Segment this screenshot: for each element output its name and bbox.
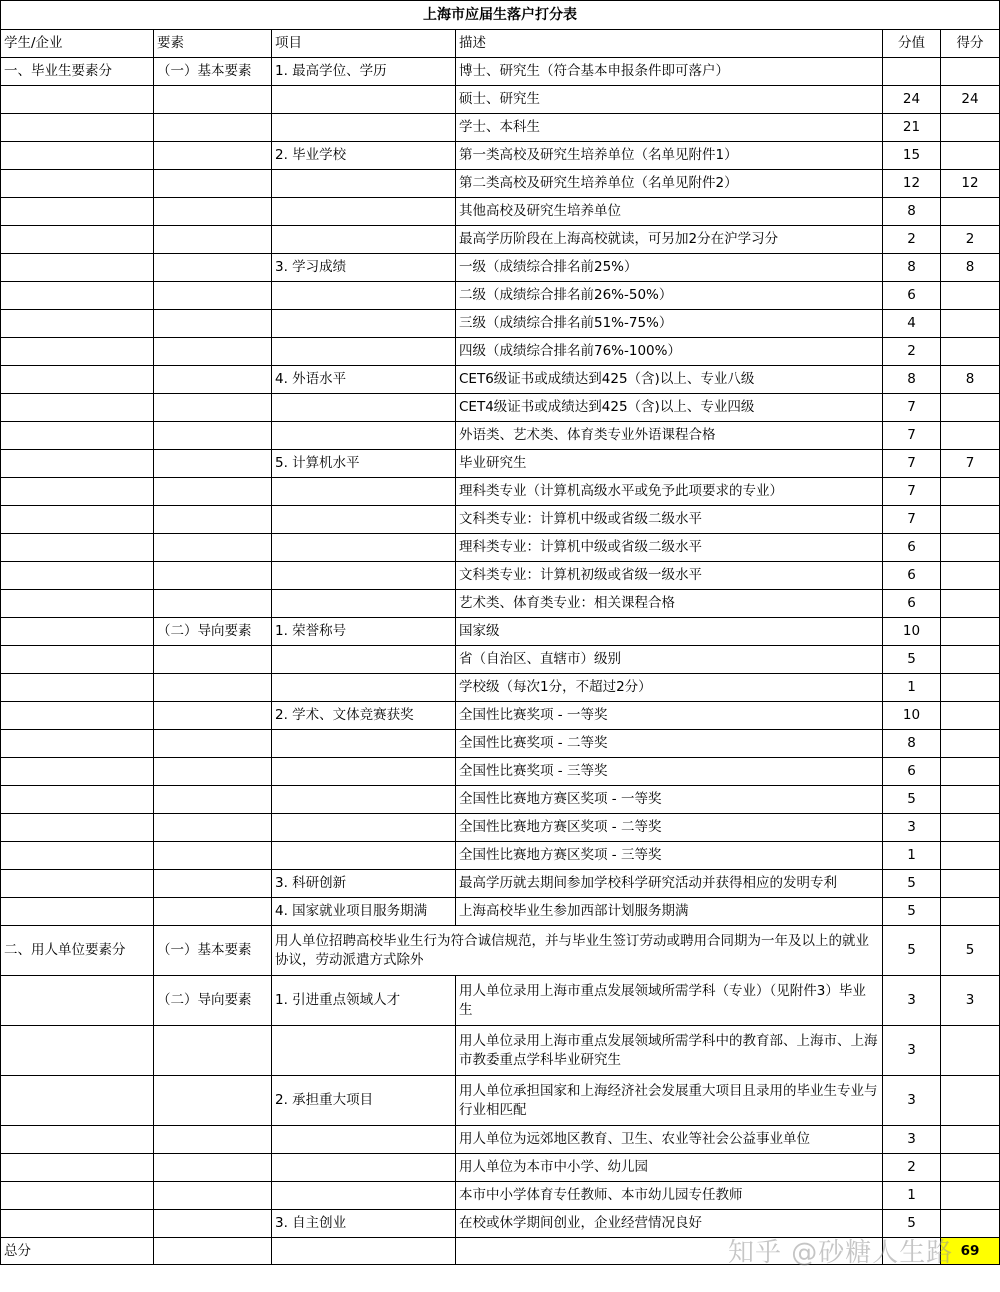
table-cell (1, 976, 154, 1026)
header-cell: 项目 (272, 30, 456, 58)
table-cell: 三级（成绩综合排名前51%-75%） (456, 310, 883, 338)
watermark: 知乎 @砂糖人生路 (728, 1238, 954, 1268)
table-row (1, 646, 1000, 674)
table-row (1, 758, 1000, 786)
table-cell: 7 (883, 394, 941, 422)
table-cell: 6 (883, 590, 941, 618)
table-cell (272, 758, 456, 786)
total-score: 69 (941, 1238, 1000, 1265)
table-cell: 1. 引进重点领域人才 (272, 976, 456, 1026)
table-cell: 最高学历就去期间参加学校科学研究活动并获得相应的发明专利 (456, 870, 883, 898)
table-cell (941, 1182, 1000, 1210)
table-cell: 12 (941, 170, 1000, 198)
table-cell (941, 842, 1000, 870)
table-cell (154, 842, 272, 870)
table-cell: 3. 自主创业 (272, 1210, 456, 1238)
table-cell: 3 (883, 1076, 941, 1126)
table-cell: 2 (883, 226, 941, 254)
table-row (1, 926, 1000, 976)
table-cell: 二级（成绩综合排名前26%-50%） (456, 282, 883, 310)
table-cell: 文科类专业：计算机中级或省级二级水平 (456, 506, 883, 534)
table-cell: 24 (941, 86, 1000, 114)
table-cell: 文科类专业：计算机初级或省级一级水平 (456, 562, 883, 590)
table-row (1, 730, 1000, 758)
table-row (1, 226, 1000, 254)
table-cell: 1 (883, 842, 941, 870)
table-cell (272, 170, 456, 198)
table-row (1, 618, 1000, 646)
header-cell: 学生/企业 (1, 30, 154, 58)
table-cell (941, 870, 1000, 898)
table-cell (154, 422, 272, 450)
table-cell: 2. 毕业学校 (272, 142, 456, 170)
table-cell (883, 58, 941, 86)
table-cell (1, 254, 154, 282)
table-cell (941, 1126, 1000, 1154)
table-cell (154, 730, 272, 758)
table-row (1, 170, 1000, 198)
table-row (1, 842, 1000, 870)
table-cell: 8 (883, 198, 941, 226)
table-cell: 学校级（每次1分，不超过2分） (456, 674, 883, 702)
table-cell (154, 814, 272, 842)
table-cell: （一）基本要素 (154, 926, 272, 976)
table-cell: 毕业研究生 (456, 450, 883, 478)
table-cell (1, 1210, 154, 1238)
table-cell: 10 (883, 702, 941, 730)
table-cell (941, 338, 1000, 366)
table-cell (154, 702, 272, 730)
header-cell: 描述 (456, 30, 883, 58)
table-cell (154, 1126, 272, 1154)
table-cell (154, 366, 272, 394)
table-cell (272, 1182, 456, 1210)
table-cell: 10 (883, 618, 941, 646)
table-cell (1, 842, 154, 870)
table-cell: 5 (883, 926, 941, 976)
table-row (1, 1026, 1000, 1076)
table-cell (272, 338, 456, 366)
table-cell: 8 (883, 366, 941, 394)
table-cell (154, 562, 272, 590)
table-row (1, 1182, 1000, 1210)
table-cell (941, 562, 1000, 590)
table-cell: 3 (883, 1026, 941, 1076)
table-cell: 6 (883, 282, 941, 310)
table-cell (272, 394, 456, 422)
table-title: 上海市应届生落户打分表 (1, 1, 1000, 30)
table-cell (1, 814, 154, 842)
table-cell (272, 730, 456, 758)
table-cell: 国家级 (456, 618, 883, 646)
table-cell: 本市中小学体育专任教师、本市幼儿园专任教师 (456, 1182, 883, 1210)
table-cell (272, 198, 456, 226)
table-cell (272, 1126, 456, 1154)
table-cell: 4 (883, 310, 941, 338)
table-cell: 第一类高校及研究生培养单位（名单见附件1） (456, 142, 883, 170)
table-cell (272, 534, 456, 562)
table-row (1, 366, 1000, 394)
table-cell: 3. 学习成绩 (272, 254, 456, 282)
table-cell: 全国性比赛奖项 - 二等奖 (456, 730, 883, 758)
table-row (1, 562, 1000, 590)
table-cell: 3 (883, 814, 941, 842)
table-cell: CET6级证书或成绩达到425（含)以上、专业八级 (456, 366, 883, 394)
table-cell: 2 (883, 1154, 941, 1182)
table-row (1, 282, 1000, 310)
table-row (1, 870, 1000, 898)
table-cell (154, 478, 272, 506)
table-row (1, 814, 1000, 842)
table-cell: 7 (883, 506, 941, 534)
table-cell (154, 534, 272, 562)
table-cell (272, 226, 456, 254)
table-row (1, 590, 1000, 618)
table-row (1, 1126, 1000, 1154)
table-cell: 3 (883, 976, 941, 1026)
table-cell: CET4级证书或成绩达到425（含)以上、专业四级 (456, 394, 883, 422)
table-cell: 4. 国家就业项目服务期满 (272, 898, 456, 926)
table-cell: 四级（成绩综合排名前76%-100%） (456, 338, 883, 366)
table-cell (154, 786, 272, 814)
table-cell (1, 1154, 154, 1182)
table-cell (154, 1026, 272, 1076)
table-cell (941, 198, 1000, 226)
table-cell (1, 366, 154, 394)
table-cell: 上海高校毕业生参加西部计划服务期满 (456, 898, 883, 926)
table-cell (1, 674, 154, 702)
table-cell: 7 (883, 422, 941, 450)
table-row (1, 198, 1000, 226)
table-cell (272, 1026, 456, 1076)
table-cell: 6 (883, 562, 941, 590)
table-cell: 3 (883, 1126, 941, 1154)
table-cell (1, 478, 154, 506)
table-cell: 2 (941, 226, 1000, 254)
table-cell (272, 646, 456, 674)
table-row (1, 1076, 1000, 1126)
table-cell: 5 (883, 646, 941, 674)
table-cell (154, 282, 272, 310)
table-cell (1, 702, 154, 730)
table-cell (154, 646, 272, 674)
table-cell (154, 506, 272, 534)
table-cell: 2. 学术、文体竞赛获奖 (272, 702, 456, 730)
table-row (1, 86, 1000, 114)
table-cell (272, 1154, 456, 1182)
table-cell (272, 310, 456, 338)
table-cell (1, 338, 154, 366)
table-cell (941, 58, 1000, 86)
table-cell: 在校或休学期间创业，企业经营情况良好 (456, 1210, 883, 1238)
table-cell (1, 562, 154, 590)
table-row (1, 114, 1000, 142)
table-cell: 用人单位录用上海市重点发展领域所需学科中的教育部、上海市、上海市教委重点学科毕业研究生 (456, 1026, 883, 1076)
table-cell: 硕士、研究生 (456, 86, 883, 114)
table-cell (154, 1238, 272, 1265)
table-cell (941, 534, 1000, 562)
table-cell: 5 (883, 870, 941, 898)
table-cell (941, 898, 1000, 926)
table-cell (941, 618, 1000, 646)
table-cell (154, 1182, 272, 1210)
table-cell: 用人单位招聘高校毕业生行为符合诚信规范，并与毕业生签订劳动或聘用合同期为一年及以上的就业协议，劳动派遣方式除外 (272, 926, 883, 976)
table-cell (1, 394, 154, 422)
table-cell (941, 478, 1000, 506)
table-cell: 理科类专业（计算机高级水平或免予此项要求的专业） (456, 478, 883, 506)
header-row (1, 30, 1000, 58)
table-cell (1, 170, 154, 198)
table-row (1, 534, 1000, 562)
table-cell: 21 (883, 114, 941, 142)
table-row (1, 702, 1000, 730)
table-cell (154, 254, 272, 282)
table-cell (154, 674, 272, 702)
table-cell (941, 310, 1000, 338)
table-cell (272, 842, 456, 870)
table-cell: 7 (883, 478, 941, 506)
header-cell: 分值 (883, 30, 941, 58)
table-cell (154, 758, 272, 786)
table-cell (1, 590, 154, 618)
table-cell: 1 (883, 674, 941, 702)
table-cell (941, 758, 1000, 786)
table-cell: 外语类、艺术类、体育类专业外语课程合格 (456, 422, 883, 450)
table-cell: 理科类专业：计算机中级或省级二级水平 (456, 534, 883, 562)
table-cell (1, 450, 154, 478)
table-row (1, 310, 1000, 338)
table-cell (154, 1076, 272, 1126)
table-cell (154, 198, 272, 226)
table-cell (1, 422, 154, 450)
table-cell (941, 590, 1000, 618)
table-cell (1, 86, 154, 114)
table-cell (154, 898, 272, 926)
table-cell (272, 506, 456, 534)
table-cell (154, 142, 272, 170)
table-cell (941, 114, 1000, 142)
table-cell: 6 (883, 758, 941, 786)
table-cell: 省（自治区、直辖市）级别 (456, 646, 883, 674)
table-cell (272, 282, 456, 310)
table-cell (1, 282, 154, 310)
table-cell (941, 1154, 1000, 1182)
table-cell (1, 198, 154, 226)
table-cell: 8 (941, 366, 1000, 394)
table-cell (1, 758, 154, 786)
table-cell: 8 (883, 730, 941, 758)
table-cell (1, 1026, 154, 1076)
table-cell (272, 86, 456, 114)
table-cell (154, 870, 272, 898)
table-row (1, 674, 1000, 702)
table-cell: 5. 计算机水平 (272, 450, 456, 478)
table-cell (1, 870, 154, 898)
table-cell: 3 (941, 976, 1000, 1026)
table-cell (1, 618, 154, 646)
header-cell: 要素 (154, 30, 272, 58)
table-cell: 5 (941, 926, 1000, 976)
table-cell (272, 786, 456, 814)
table-cell: 7 (883, 450, 941, 478)
table-row (1, 422, 1000, 450)
table-row (1, 976, 1000, 1026)
table-cell (272, 114, 456, 142)
table-cell: 6 (883, 534, 941, 562)
table-cell: 全国性比赛地方赛区奖项 - 三等奖 (456, 842, 883, 870)
table-cell: 全国性比赛奖项 - 一等奖 (456, 702, 883, 730)
table-cell (941, 1076, 1000, 1126)
table-row (1, 450, 1000, 478)
table-cell: 最高学历阶段在上海高校就读，可另加2分在沪学习分 (456, 226, 883, 254)
table-cell: 2. 承担重大项目 (272, 1076, 456, 1126)
table-cell (941, 814, 1000, 842)
total-label: 总分 (1, 1238, 154, 1265)
table-cell (941, 730, 1000, 758)
table-cell: （二）导向要素 (154, 618, 272, 646)
table-cell: 全国性比赛地方赛区奖项 - 二等奖 (456, 814, 883, 842)
table-cell: 1. 荣誉称号 (272, 618, 456, 646)
table-cell: 用人单位承担国家和上海经济社会发展重大项目且录用的毕业生专业与行业相匹配 (456, 1076, 883, 1126)
table-cell: 博士、研究生（符合基本申报条件即可落户） (456, 58, 883, 86)
table-cell: 1 (883, 1182, 941, 1210)
table-cell (1, 730, 154, 758)
table-cell: 1. 最高学位、学历 (272, 58, 456, 86)
table-cell (154, 226, 272, 254)
table-cell: 一、毕业生要素分 (1, 58, 154, 86)
table-cell (154, 1210, 272, 1238)
table-cell (941, 646, 1000, 674)
table-cell: 15 (883, 142, 941, 170)
table-cell (941, 674, 1000, 702)
table-cell (272, 1238, 456, 1265)
table-cell: （一）基本要素 (154, 58, 272, 86)
table-cell: 用人单位为本市中小学、幼儿园 (456, 1154, 883, 1182)
table-cell: 艺术类、体育类专业：相关课程合格 (456, 590, 883, 618)
header-cell: 得分 (941, 30, 1000, 58)
table-cell: （二）导向要素 (154, 976, 272, 1026)
table-cell: 12 (883, 170, 941, 198)
table-cell: 2 (883, 338, 941, 366)
table-cell (941, 422, 1000, 450)
table-cell: 一级（成绩综合排名前25%） (456, 254, 883, 282)
table-cell (941, 142, 1000, 170)
table-cell: 24 (883, 86, 941, 114)
table-cell: 第二类高校及研究生培养单位（名单见附件2） (456, 170, 883, 198)
table-cell (272, 478, 456, 506)
table-cell (1, 310, 154, 338)
table-cell: 8 (883, 254, 941, 282)
table-row (1, 58, 1000, 86)
table-cell: 5 (883, 786, 941, 814)
table-cell (272, 562, 456, 590)
table-cell: 学士、本科生 (456, 114, 883, 142)
table-cell (154, 1154, 272, 1182)
table-cell (154, 450, 272, 478)
table-cell: 5 (883, 898, 941, 926)
table-row (1, 254, 1000, 282)
table-cell (272, 422, 456, 450)
table-cell (1, 1182, 154, 1210)
table-cell (1, 226, 154, 254)
table-cell (1, 142, 154, 170)
table-cell: 用人单位为远郊地区教育、卫生、农业等社会公益事业单位 (456, 1126, 883, 1154)
table-cell (941, 282, 1000, 310)
table-cell: 二、用人单位要素分 (1, 926, 154, 976)
table-row (1, 506, 1000, 534)
table-cell: 全国性比赛奖项 - 三等奖 (456, 758, 883, 786)
table-cell (154, 338, 272, 366)
table-row (1, 478, 1000, 506)
table-cell (154, 590, 272, 618)
table-cell: 全国性比赛地方赛区奖项 - 一等奖 (456, 786, 883, 814)
table-cell: 7 (941, 450, 1000, 478)
table-row (1, 142, 1000, 170)
table-cell (154, 170, 272, 198)
table-cell: 4. 外语水平 (272, 366, 456, 394)
table-cell (1, 646, 154, 674)
table-row (1, 394, 1000, 422)
table-cell (154, 86, 272, 114)
table-cell: 8 (941, 254, 1000, 282)
table-cell (941, 394, 1000, 422)
table-cell (272, 674, 456, 702)
table-cell (272, 590, 456, 618)
table-cell (941, 1026, 1000, 1076)
table-cell: 3. 科研创新 (272, 870, 456, 898)
table-cell (1, 786, 154, 814)
table-row (1, 338, 1000, 366)
table-row (1, 786, 1000, 814)
table-cell (1, 1076, 154, 1126)
table-cell (1, 114, 154, 142)
table-cell (154, 114, 272, 142)
table-cell (1, 898, 154, 926)
table-cell: 其他高校及研究生培养单位 (456, 198, 883, 226)
table-cell: 用人单位录用上海市重点发展领域所需学科（专业）（见附件3）毕业生 (456, 976, 883, 1026)
table-cell (272, 814, 456, 842)
table-cell (941, 702, 1000, 730)
table-cell (154, 394, 272, 422)
table-cell (1, 1126, 154, 1154)
table-cell (941, 506, 1000, 534)
table-row (1, 898, 1000, 926)
table-cell: 5 (883, 1210, 941, 1238)
table-cell (154, 310, 272, 338)
table-cell (1, 506, 154, 534)
table-row (1, 1154, 1000, 1182)
table-cell (1, 534, 154, 562)
table-cell (941, 786, 1000, 814)
